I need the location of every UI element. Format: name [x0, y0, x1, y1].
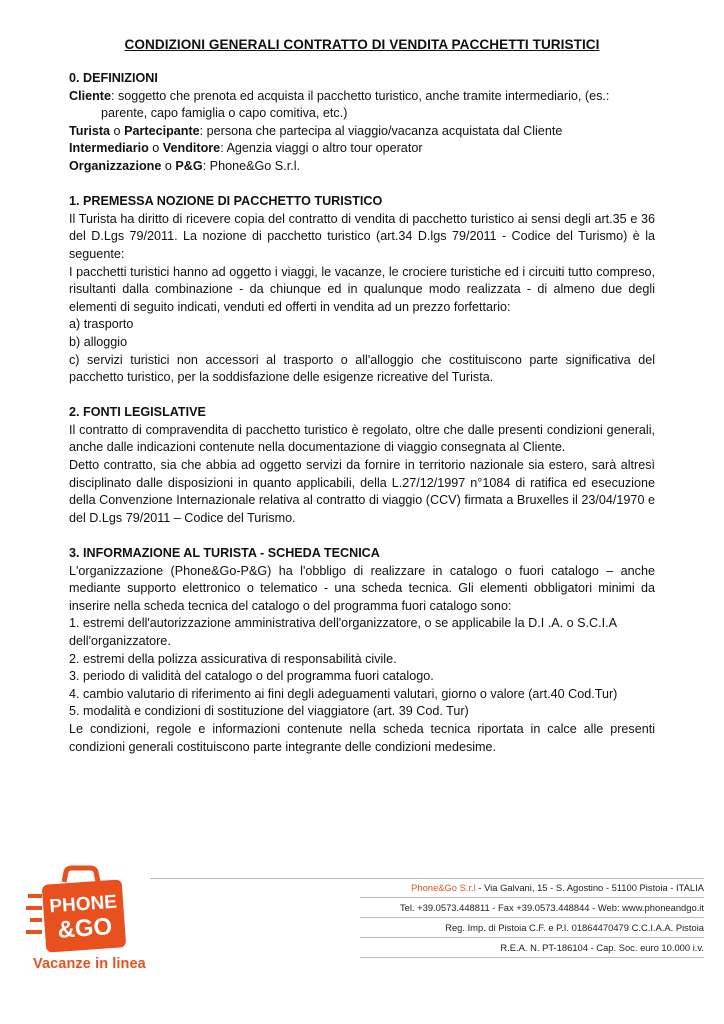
paragraph: Detto contratto, sia che abbia ad oggetto servizi da fornire in territorio nazionale sia estero, sarà altresì disciplinato dalle disposizioni in quanto applicabili, della L.27/12/1997 n°1084 di ratifica ed esecuzione della Convenzione Internazionale relativa al contratto di viaggio (CCV) firmata a Bruxelles il 23/04/1970 e del D.Lgs 79/2011 – Codice del Turismo. [69, 458, 655, 525]
definition-organizzazione [69, 158, 655, 176]
paragraph: Le condizioni, regole e informazioni contenute nella scheda tecnica riportata in calce alle presenti condizioni generali costituiscono parte integrante delle condizioni medesime. [69, 721, 655, 754]
company-info [360, 878, 704, 958]
term-venditore: Venditore [162, 141, 221, 156]
logo-text-phone: PHONE [48, 891, 118, 918]
definition-turista [69, 123, 655, 141]
section-fonti-legislative [69, 404, 655, 527]
connector: o [148, 141, 163, 156]
list-item: b) alloggio [69, 334, 128, 349]
definition-text: : Agenzia viaggi o altro tour operator [220, 141, 423, 156]
company-rea: R.E.A. N. PT-186104 - Cap. Soc. euro 10.000 i.v. [360, 938, 704, 958]
company-address [360, 878, 704, 898]
paragraph: I pacchetti turistici hanno ad oggetto i viaggi, le vacanze, le crociere turistiche ed i circuiti tutto compreso, risultanti dalla combinazione - da chiunque ed in qualunque modo realizzata - di almeno due degli elementi di seguito indicati, venduti ed offerti in vendita ad un prezzo forfettario: [69, 264, 655, 314]
list-item: c) servizi turistici non accessori al trasporto o all'alloggio che costituiscono parte significativa del pacchetto turistico, per la soddisfazione delle esigenze ricreative del Turista. [69, 352, 655, 385]
list-item: 4. cambio valutario di riferimento ai fini degli adeguamenti valutari, giorno o valore (art.40 Cod.Tur) [69, 686, 618, 701]
letterhead-footer [0, 860, 724, 990]
company-registration: Reg. Imp. di Pistoia C.F. e P.I. 01864470479 C.C.I.A.A. Pistoia [360, 918, 704, 938]
term-partecipante: Partecipante [124, 123, 200, 138]
section-heading: 0. DEFINIZIONI [69, 71, 158, 85]
paragraph: Il Turista ha diritto di ricevere copia del contratto di vendita di pacchetto turistico ai sensi degli art.35 e 36 del D.Lgs 79/2011. La nozione di pacchetto turistico (art.34 D.lgs 79/2011 - Codice del Turismo) è la seguente: [69, 211, 655, 261]
paragraph: Il contratto di compravendita di pacchetto turistico è regolato, oltre che dalle presenti condizioni generali, anche dalle indicazioni contenute nella documentazione di viaggio consegnata al Cliente. [69, 422, 655, 455]
definition-intermediario [69, 140, 655, 158]
definition-text: : persona che partecipa al viaggio/vacanza acquistata dal Cliente [199, 123, 563, 138]
address-text: - Via Galvani, 15 - S. Agostino - 51100 Pistoia - ITALIA [475, 882, 704, 893]
paragraph: L'organizzazione (Phone&Go-P&G) ha l'obbligo di realizzare in catalogo o fuori catalogo – anche mediante supporto elettronico o telematico - una scheda tecnica. Gli elementi obbligatori minimi da inserire nella scheda tecnica del catalogo o del programma fuori catalogo sono: [69, 563, 655, 613]
section-informazione-turista [69, 545, 655, 756]
document-title: CONDIZIONI GENERALI CONTRATTO DI VENDITA PACCHETTI TURISTICI [124, 37, 600, 52]
section-heading: 1. PREMESSA NOZIONE DI PACCHETTO TURISTICO [69, 194, 383, 209]
section-heading: 3. INFORMAZIONE AL TURISTA - SCHEDA TECNICA [69, 546, 380, 561]
list-item: 2. estremi della polizza assicurativa di responsabilità civile. [69, 651, 397, 666]
term-turista: Turista [69, 123, 111, 138]
section-heading: 2. FONTI LEGISLATIVE [69, 405, 206, 420]
list-item: 3. periodo di validità del catalogo o del programma fuori catalogo. [69, 669, 434, 684]
connector: o [161, 158, 176, 173]
definition-text: : Phone&Go S.r.l. [202, 158, 300, 173]
section-premessa [69, 193, 655, 387]
company-contacts: Tel. +39.0573.448811 - Fax +39.0573.448844 - Web: www.phoneandgo.it [360, 898, 704, 918]
definition-text: : soggetto che prenota ed acquista il pacchetto turistico, anche tramite intermediario, (es.: [111, 88, 610, 103]
section-definizioni [69, 70, 655, 176]
term-intermediario: Intermediario [69, 141, 149, 156]
list-item: 5. modalità e condizioni di sostituzione del viaggiatore (art. 39 Cod. Tur) [69, 704, 469, 719]
term-pg: P&G [175, 158, 203, 173]
company-name: Phone&Go S.r.l [411, 882, 476, 893]
list-item: a) trasporto [69, 317, 134, 332]
term-cliente: Cliente [69, 88, 111, 103]
definition-cliente [69, 88, 655, 106]
document-page [69, 32, 655, 756]
connector: o [110, 123, 125, 138]
logo-text-go: &GO [56, 913, 114, 944]
definition-cliente-cont: parente, capo famiglia o capo comitiva, etc.) [101, 106, 348, 121]
list-item: 1. estremi dell'autorizzazione amministrativa dell'organizzatore, o se applicabile la D.I .A. o S.C.I.A dell'organizzatore. [69, 616, 617, 648]
tagline: Vacanze in linea [33, 956, 146, 972]
term-organizzazione: Organizzazione [69, 158, 162, 173]
